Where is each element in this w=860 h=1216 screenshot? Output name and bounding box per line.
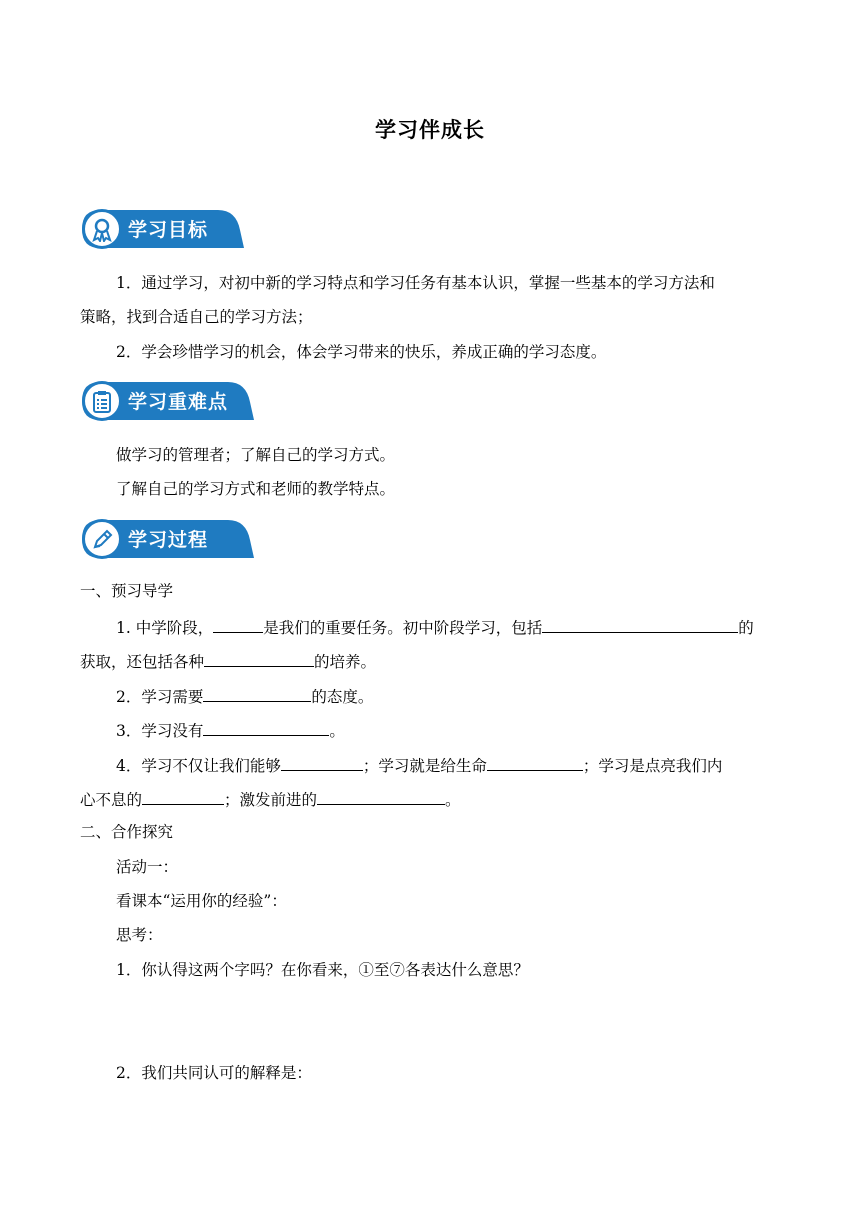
q4-text-a: 4．学习不仅让我们能够 bbox=[116, 757, 281, 775]
preview-question-1-line-2 bbox=[80, 649, 376, 673]
explore-question-2: 2．我们共同认可的解释是： bbox=[116, 1064, 312, 1082]
q4-text-c: ；学习是点亮我们内 bbox=[582, 757, 723, 775]
q1-text-a: 1. 中学阶段， bbox=[116, 619, 214, 637]
preview-question-3 bbox=[116, 718, 345, 742]
explore-heading: 二、合作探究 bbox=[80, 823, 174, 841]
think-label: 思考： bbox=[116, 926, 163, 944]
section-banner-key-points bbox=[78, 378, 258, 424]
section-heading-key-points: 学习重难点 bbox=[128, 391, 229, 413]
q4-text-d: 心不息的 bbox=[80, 791, 143, 809]
q1-blank-3[interactable] bbox=[204, 649, 314, 667]
section-banner-goals bbox=[78, 206, 258, 252]
clipboard-list-icon bbox=[82, 381, 122, 421]
q3-text-b: 。 bbox=[329, 722, 345, 740]
goal-item-2: 2．学会珍惜学习的机会，体会学习带来的快乐，养成正确的学习态度。 bbox=[116, 343, 607, 361]
q3-blank[interactable] bbox=[203, 718, 329, 736]
activity-label: 活动一： bbox=[116, 858, 179, 876]
read-instruction: 看课本“运用你的经验”： bbox=[116, 892, 287, 910]
q1-blank-1[interactable] bbox=[213, 615, 263, 633]
preview-question-4-line-2 bbox=[80, 787, 461, 811]
q4-text-f: 。 bbox=[445, 791, 461, 809]
pencil-icon bbox=[82, 519, 122, 559]
page-title: 学习伴成长 bbox=[375, 118, 485, 142]
section-heading-process: 学习过程 bbox=[128, 529, 209, 551]
goal-item-1-line-2: 策略，找到合适自己的学习方法； bbox=[80, 308, 313, 326]
q1-text-b: 是我们的重要任务。初中阶段学习，包括 bbox=[263, 619, 543, 637]
q2-text-a: 2．学习需要 bbox=[116, 688, 204, 706]
preview-question-1-line-1 bbox=[116, 615, 754, 639]
q1-blank-2[interactable] bbox=[542, 615, 738, 633]
section-banner-process bbox=[78, 516, 258, 562]
preview-question-4-line-1 bbox=[116, 753, 722, 777]
preview-heading: 一、预习导学 bbox=[80, 582, 174, 600]
key-point-line-2: 了解自己的学习方式和老师的教学特点。 bbox=[116, 480, 396, 498]
q4-blank-3[interactable] bbox=[142, 787, 224, 805]
preview-question-2 bbox=[116, 684, 373, 708]
q4-text-b: ；学习就是给生命 bbox=[362, 757, 487, 775]
q4-blank-2[interactable] bbox=[487, 753, 583, 771]
q2-text-b: 的态度。 bbox=[311, 688, 374, 706]
q4-blank-4[interactable] bbox=[317, 787, 445, 805]
goal-item-1-line-1: 1．通过学习，对初中新的学习特点和学习任务有基本认识，掌握一些基本的学习方法和 bbox=[116, 274, 715, 292]
q4-blank-1[interactable] bbox=[281, 753, 363, 771]
q1-text-d: 获取，还包括各种 bbox=[80, 653, 205, 671]
q4-text-e: ；激发前进的 bbox=[224, 791, 318, 809]
q2-blank[interactable] bbox=[203, 684, 311, 702]
award-ribbon-icon bbox=[82, 209, 122, 249]
section-heading-goals: 学习目标 bbox=[128, 219, 209, 241]
q3-text-a: 3．学习没有 bbox=[116, 722, 204, 740]
explore-question-1: 1．你认得这两个字吗？在你看来，①至⑦各表达什么意思？ bbox=[116, 961, 529, 979]
key-point-line-1: 做学习的管理者；了解自己的学习方式。 bbox=[116, 446, 396, 464]
q1-text-e: 的培养。 bbox=[314, 653, 377, 671]
q1-text-c: 的 bbox=[738, 619, 754, 637]
